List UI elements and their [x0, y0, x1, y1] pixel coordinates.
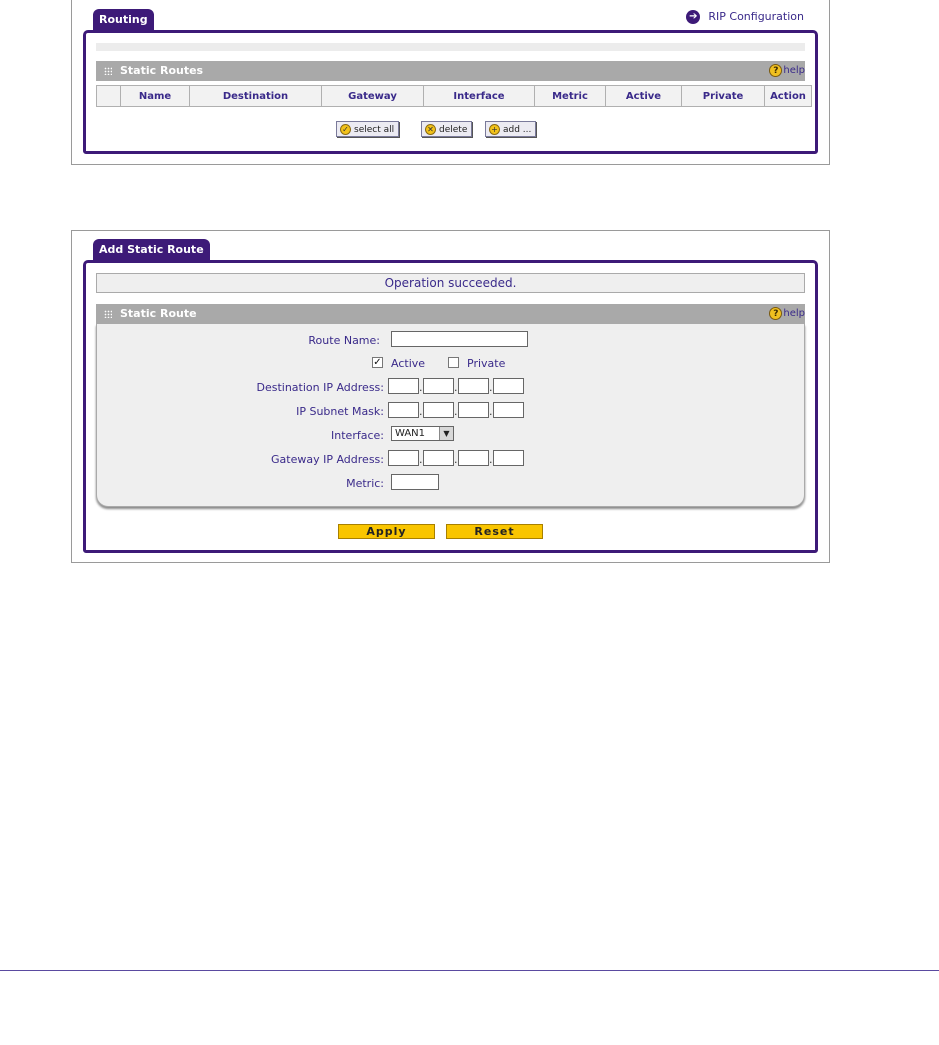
delete-label: delete [439, 125, 468, 135]
subnet-mask-octet-2[interactable] [423, 402, 454, 418]
subnet-mask-label: IP Subnet Mask: [296, 405, 384, 418]
private-checkbox[interactable] [448, 357, 459, 368]
add-static-route-panel [71, 230, 830, 563]
dot-separator: . [489, 405, 493, 418]
route-name-label: Route Name: [308, 334, 380, 347]
active-checkbox[interactable] [372, 357, 383, 368]
add-label: add ... [503, 125, 532, 135]
routing-frame [83, 30, 818, 154]
interface-select-value: WAN1 [395, 428, 426, 439]
col-select [97, 86, 121, 107]
static-route-form [96, 324, 805, 507]
select-all-label: select all [354, 125, 395, 135]
rip-configuration-link[interactable] [686, 10, 804, 24]
check-icon: ✓ [340, 124, 351, 135]
routing-top-strip [96, 43, 805, 51]
col-destination: Destination [190, 86, 322, 107]
metric-input[interactable] [391, 474, 439, 490]
plus-icon: + [489, 124, 500, 135]
add-route-frame [83, 260, 818, 553]
interface-select[interactable] [391, 426, 454, 441]
static-routes-table [96, 85, 812, 107]
subnet-mask-octet-3[interactable] [458, 402, 489, 418]
destination-ip-octet-1[interactable] [388, 378, 419, 394]
dot-separator: . [454, 405, 458, 418]
static-route-help-link[interactable] [769, 306, 805, 322]
static-route-header [96, 304, 805, 324]
col-name: Name [121, 86, 190, 107]
gateway-ip-octet-3[interactable] [458, 450, 489, 466]
help-icon: ? [769, 307, 782, 320]
delete-button[interactable] [421, 121, 472, 137]
dot-separator: . [489, 381, 493, 394]
gateway-ip-octet-2[interactable] [423, 450, 454, 466]
chevron-down-icon: ▼ [439, 427, 453, 440]
check-mark-icon: ✓ [373, 357, 382, 368]
static-route-title: Static Route [120, 307, 197, 320]
tab-routing[interactable]: Routing [93, 9, 154, 31]
add-button[interactable] [485, 121, 536, 137]
static-routes-title: Static Routes [120, 64, 204, 77]
dot-separator: . [419, 453, 423, 466]
col-private: Private [682, 86, 765, 107]
tab-add-static-route[interactable]: Add Static Route [93, 239, 210, 261]
help-icon: ? [769, 64, 782, 77]
grip-icon [104, 310, 112, 318]
select-all-button[interactable] [336, 121, 399, 137]
interface-label: Interface: [331, 429, 384, 442]
reset-button[interactable]: Reset [446, 524, 543, 539]
destination-ip-octet-2[interactable] [423, 378, 454, 394]
subnet-mask-octet-4[interactable] [493, 402, 524, 418]
col-gateway: Gateway [322, 86, 424, 107]
rip-configuration-label: RIP Configuration [708, 10, 804, 23]
dot-separator: . [419, 381, 423, 394]
dot-separator: . [454, 381, 458, 394]
gateway-ip-octet-1[interactable] [388, 450, 419, 466]
active-label: Active [391, 357, 426, 370]
col-active: Active [606, 86, 682, 107]
static-routes-header [96, 61, 805, 81]
help-label: help [783, 308, 805, 319]
col-action: Action [765, 86, 812, 107]
static-routes-help-link[interactable] [769, 63, 805, 79]
private-label: Private [467, 357, 506, 370]
col-interface: Interface [424, 86, 535, 107]
dot-separator: . [454, 453, 458, 466]
x-icon: ✕ [425, 124, 436, 135]
dot-separator: . [489, 453, 493, 466]
arrow-right-icon: ➔ [686, 10, 700, 24]
gateway-ip-octet-4[interactable] [493, 450, 524, 466]
route-name-input[interactable] [391, 331, 528, 347]
help-label: help [783, 65, 805, 76]
destination-ip-label: Destination IP Address: [256, 381, 384, 394]
grip-icon [104, 67, 112, 75]
gateway-ip-label: Gateway IP Address: [271, 453, 384, 466]
subnet-mask-octet-1[interactable] [388, 402, 419, 418]
col-metric: Metric [535, 86, 606, 107]
dot-separator: . [419, 405, 423, 418]
footer-divider [0, 970, 939, 971]
destination-ip-octet-4[interactable] [493, 378, 524, 394]
status-message: Operation succeeded. [96, 273, 805, 293]
apply-button[interactable]: Apply [338, 524, 435, 539]
routing-panel [71, 0, 830, 165]
table-header-row [97, 86, 812, 107]
destination-ip-octet-3[interactable] [458, 378, 489, 394]
metric-label: Metric: [346, 477, 384, 490]
